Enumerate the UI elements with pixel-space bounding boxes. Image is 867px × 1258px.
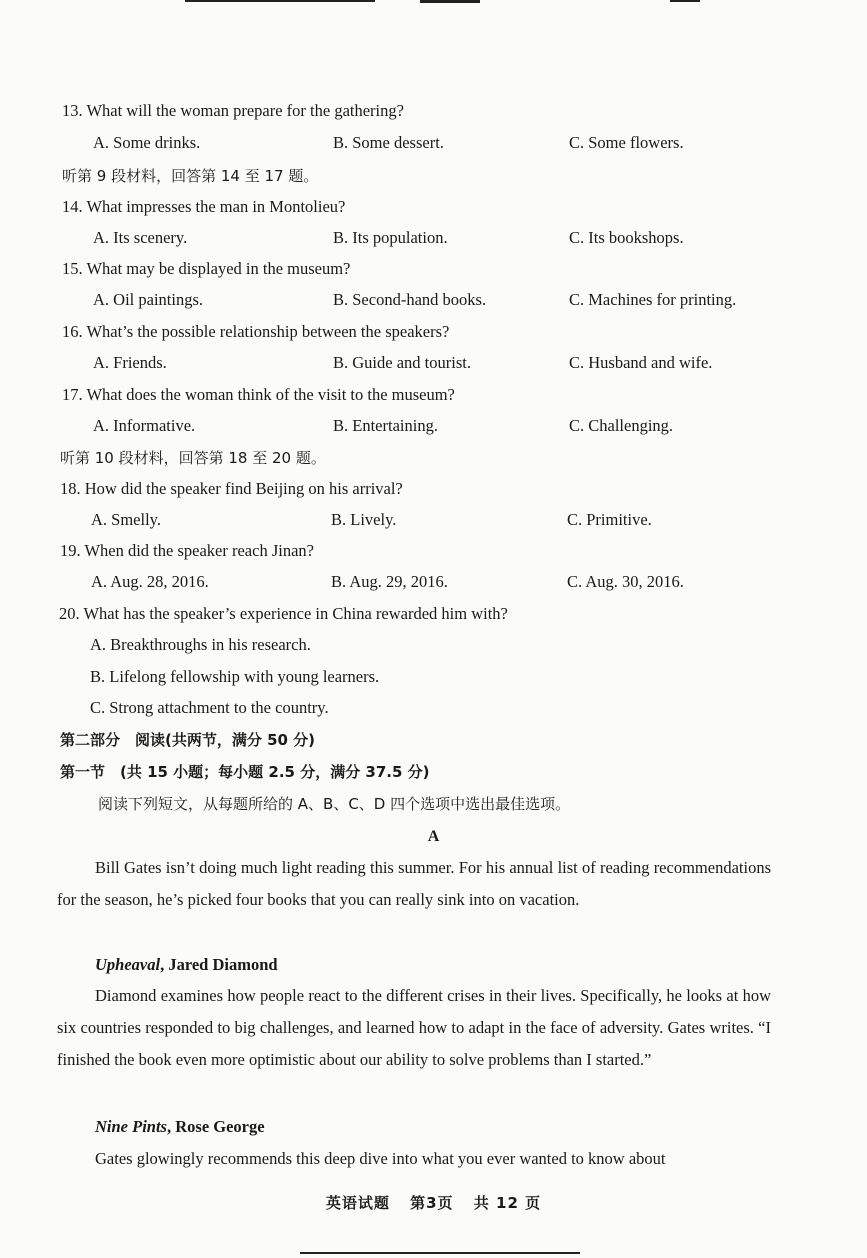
question-16-stem: 16. What’s the possible relationship between the speakers? <box>62 322 450 341</box>
option-b: B. Some dessert. <box>333 133 444 152</box>
page-footer <box>0 1192 867 1213</box>
question-20-option-a: A. Breakthroughs in his research. <box>90 635 311 654</box>
question-14-stem: 14. What impresses the man in Montolieu? <box>62 197 346 216</box>
option-c: C. Primitive. <box>567 510 652 529</box>
book2-author: , Rose George <box>166 1117 265 1136</box>
section1-heading: 第一节 (共 15 小题；每小题 2.5 分，满分 37.5 分) <box>60 763 430 781</box>
book2-heading <box>95 1117 807 1137</box>
book2-title: Nine Pints <box>95 1117 167 1136</box>
option-c: C. Husband and wife. <box>569 353 713 372</box>
footer-total: 共 12 页 <box>473 1194 542 1212</box>
option-b: B. Guide and tourist. <box>333 353 471 372</box>
option-b: B. Lively. <box>331 510 397 529</box>
question-15-stem: 15. What may be displayed in the museum? <box>62 259 351 278</box>
option-a: A. Friends. <box>93 353 167 372</box>
listening-instruction-10: 听第 10 段材料，回答第 18 至 20 题。 <box>60 449 326 467</box>
option-a: A. Some drinks. <box>93 133 201 152</box>
passage-letter: A <box>427 828 440 845</box>
option-b: B. Second-hand books. <box>333 290 487 309</box>
top-rule <box>420 0 480 3</box>
option-b: B. Aug. 29, 2016. <box>331 572 448 591</box>
book1-heading <box>95 955 807 975</box>
reading-instruction: 阅读下列短文，从每题所给的 A、B、C、D 四个选项中选出最佳选项。 <box>98 795 571 813</box>
option-a: A. Smelly. <box>91 510 161 529</box>
option-a: A. Informative. <box>93 416 196 435</box>
option-c: C. Challenging. <box>569 416 674 435</box>
option-c: C. Its bookshops. <box>569 228 684 247</box>
question-17-stem: 17. What does the woman think of the visit to the museum? <box>62 385 455 404</box>
book1-paragraph: Diamond examines how people react to the different crises in their lives. Specifically, he looks at how six countries responded to big challenges, and learned how to adapt in the face of adversity. Gates writes. “I finished the book even more optimistic about our ability to solve problems than I started.” <box>57 986 771 1069</box>
book1-author: , Jared Diamond <box>160 955 278 974</box>
book2-paragraph: Gates glowingly recommends this deep dive into what you ever wanted to know about <box>95 1149 666 1168</box>
option-b: B. Entertaining. <box>333 416 438 435</box>
question-19-stem: 19. When did the speaker reach Jinan? <box>60 541 314 560</box>
option-a: A. Aug. 28, 2016. <box>91 572 209 591</box>
question-18-stem: 18. How did the speaker find Beijing on his arrival? <box>60 479 403 498</box>
option-c: C. Machines for printing. <box>569 290 737 309</box>
question-13-stem: 13. What will the woman prepare for the gathering? <box>62 101 404 120</box>
option-a: A. Oil paintings. <box>93 290 203 309</box>
question-20-option-b: B. Lifelong fellowship with young learners. <box>90 667 380 686</box>
book1-title: Upheaval <box>95 955 161 974</box>
question-20-stem: 20. What has the speaker’s experience in China rewarded him with? <box>59 604 508 623</box>
option-c: C. Some flowers. <box>569 133 684 152</box>
top-rule <box>185 0 375 2</box>
option-c: C. Aug. 30, 2016. <box>567 572 684 591</box>
footer-page: 第3页 <box>410 1194 454 1212</box>
option-b: B. Its population. <box>333 228 448 247</box>
top-rule <box>670 0 700 2</box>
option-a: A. Its scenery. <box>93 228 188 247</box>
question-20-option-c: C. Strong attachment to the country. <box>90 698 329 717</box>
bottom-rule <box>300 1252 580 1254</box>
part2-heading: 第二部分 阅读(共两节，满分 50 分) <box>60 731 316 749</box>
passage-intro: Bill Gates isn’t doing much light reading this summer. For his annual list of reading recommendations for the season, he’s picked four books that you can really sink into on vacation. <box>57 858 771 909</box>
listening-instruction-9: 听第 9 段材料，回答第 14 至 17 题。 <box>62 167 319 185</box>
footer-subject: 英语试题 <box>325 1194 390 1212</box>
